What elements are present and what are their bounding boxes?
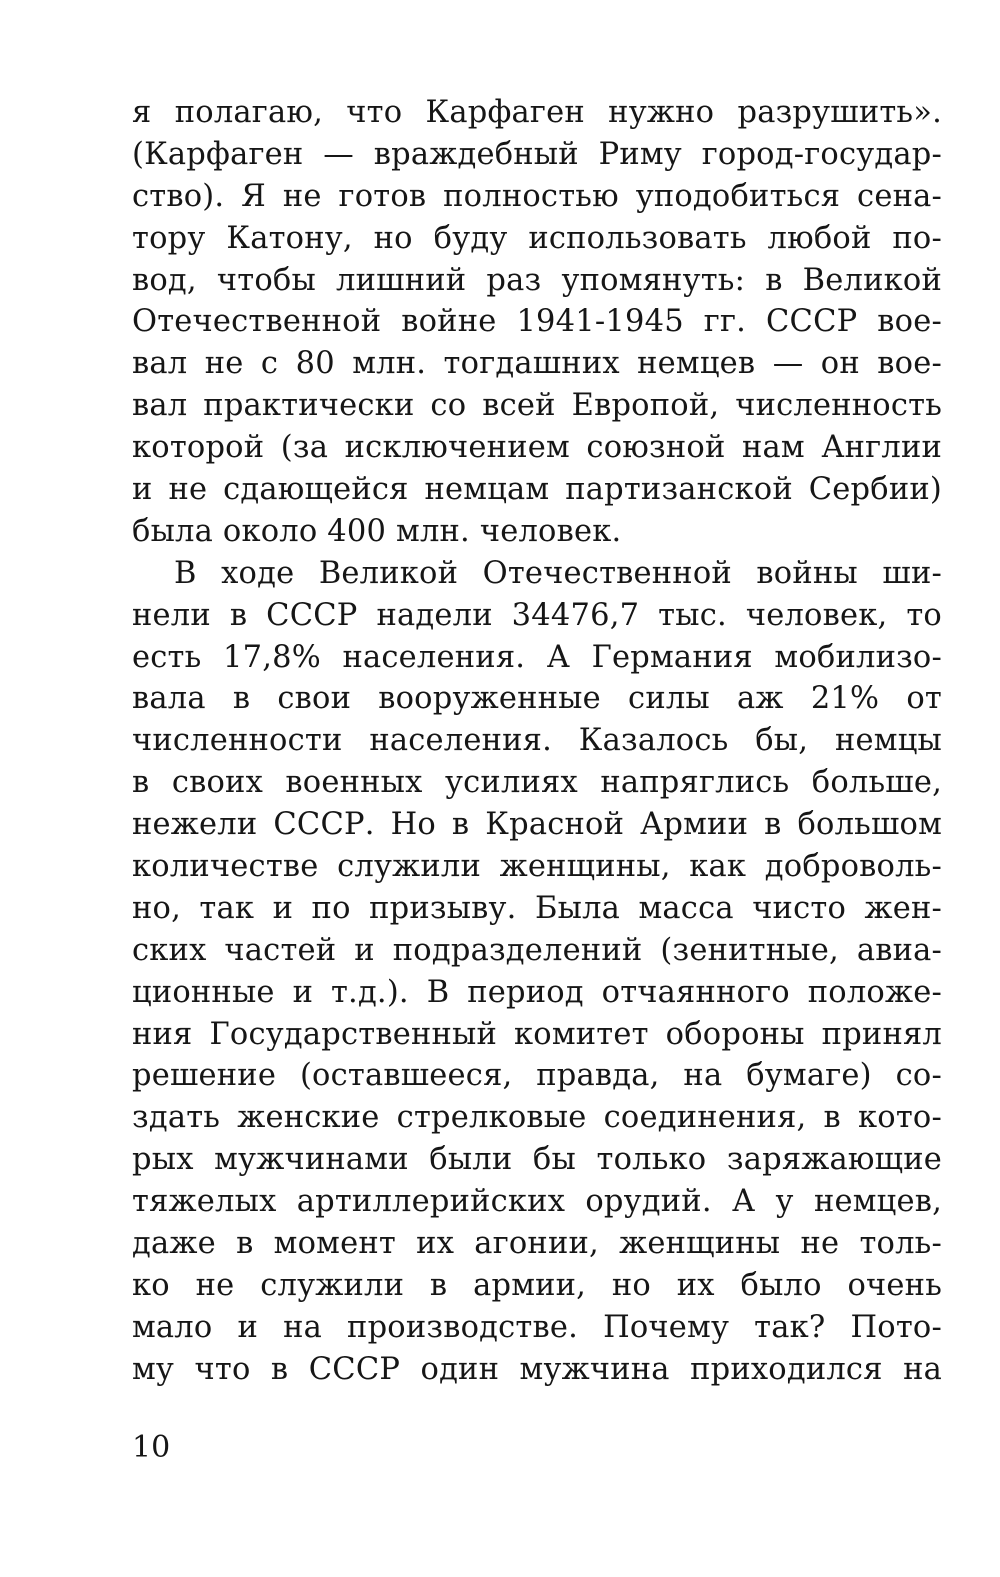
- text-line: была около 400 млн. человек.: [132, 513, 622, 549]
- body-text: [132, 92, 942, 1391]
- text-line: вод, чтобы лишний раз упомянуть: в Великой: [132, 262, 942, 298]
- text-line: но, так и по призыву. Была масса чисто жен-: [132, 890, 942, 926]
- text-line: есть 17,8% населения. А Германия мобилизо-: [132, 639, 942, 675]
- text-line: В ходе Великой Отечественной войны ши-: [174, 555, 942, 591]
- text-line: (Карфаген — враждебный Риму город-государ-: [132, 136, 942, 172]
- text-line: даже в момент их агонии, женщины не толь-: [132, 1226, 942, 1262]
- text-line: вала в свои вооруженные силы аж 21% от: [132, 681, 942, 717]
- text-line: нежели СССР. Но в Красной Армии в большом: [132, 807, 942, 843]
- text-line: я полагаю, что Карфаген нужно разрушить».: [132, 95, 942, 130]
- text-line: ство). Я не готов полностью уподобиться сена-: [132, 178, 942, 214]
- text-line: и не сдающейся немцам партизанской Сербии): [132, 472, 942, 508]
- text-line: ко не служили в армии, но их было очень: [132, 1267, 942, 1303]
- page-number: 10: [132, 1430, 171, 1465]
- text-line: численности населения. Казалось бы, немцы: [132, 723, 942, 759]
- text-line: мало и на производстве. Почему так? Пото-: [132, 1309, 942, 1345]
- text-line: вал не с 80 млн. тогдашних немцев — он вое-: [132, 346, 942, 382]
- paragraph-1: [132, 92, 942, 553]
- text-line: ционные и т.д.). В период отчаянного положе-: [132, 974, 942, 1010]
- text-line: нели в СССР надели 34476,7 тыс. человек, то: [132, 597, 942, 633]
- text-line: вал практически со всей Европой, численность: [132, 388, 942, 424]
- text-line: му что в СССР один мужчина приходился на: [132, 1351, 942, 1387]
- text-line: рых мужчинами были бы только заряжающие: [132, 1142, 942, 1178]
- text-line: количестве служили женщины, как доброволь-: [132, 849, 942, 885]
- text-line: в своих военных усилиях напряглись больше,: [132, 765, 942, 801]
- text-line: здать женские стрелковые соединения, в кото-: [132, 1100, 942, 1136]
- paragraph-2: [132, 553, 942, 1391]
- text-line: которой (за исключением союзной нам Англии: [132, 430, 942, 466]
- text-line: ния Государственный комитет обороны принял: [132, 1016, 942, 1052]
- text-line: тяжелых артиллерийских орудий. А у немцев,: [132, 1184, 942, 1220]
- text-line: ских частей и подразделений (зенитные, авиа-: [132, 932, 942, 968]
- text-line: тору Катону, но буду использовать любой по-: [132, 220, 942, 256]
- text-line: решение (оставшееся, правда, на бумаге) со-: [132, 1058, 942, 1094]
- text-line: Отечественной войне 1941-1945 гг. СССР вое-: [132, 304, 942, 340]
